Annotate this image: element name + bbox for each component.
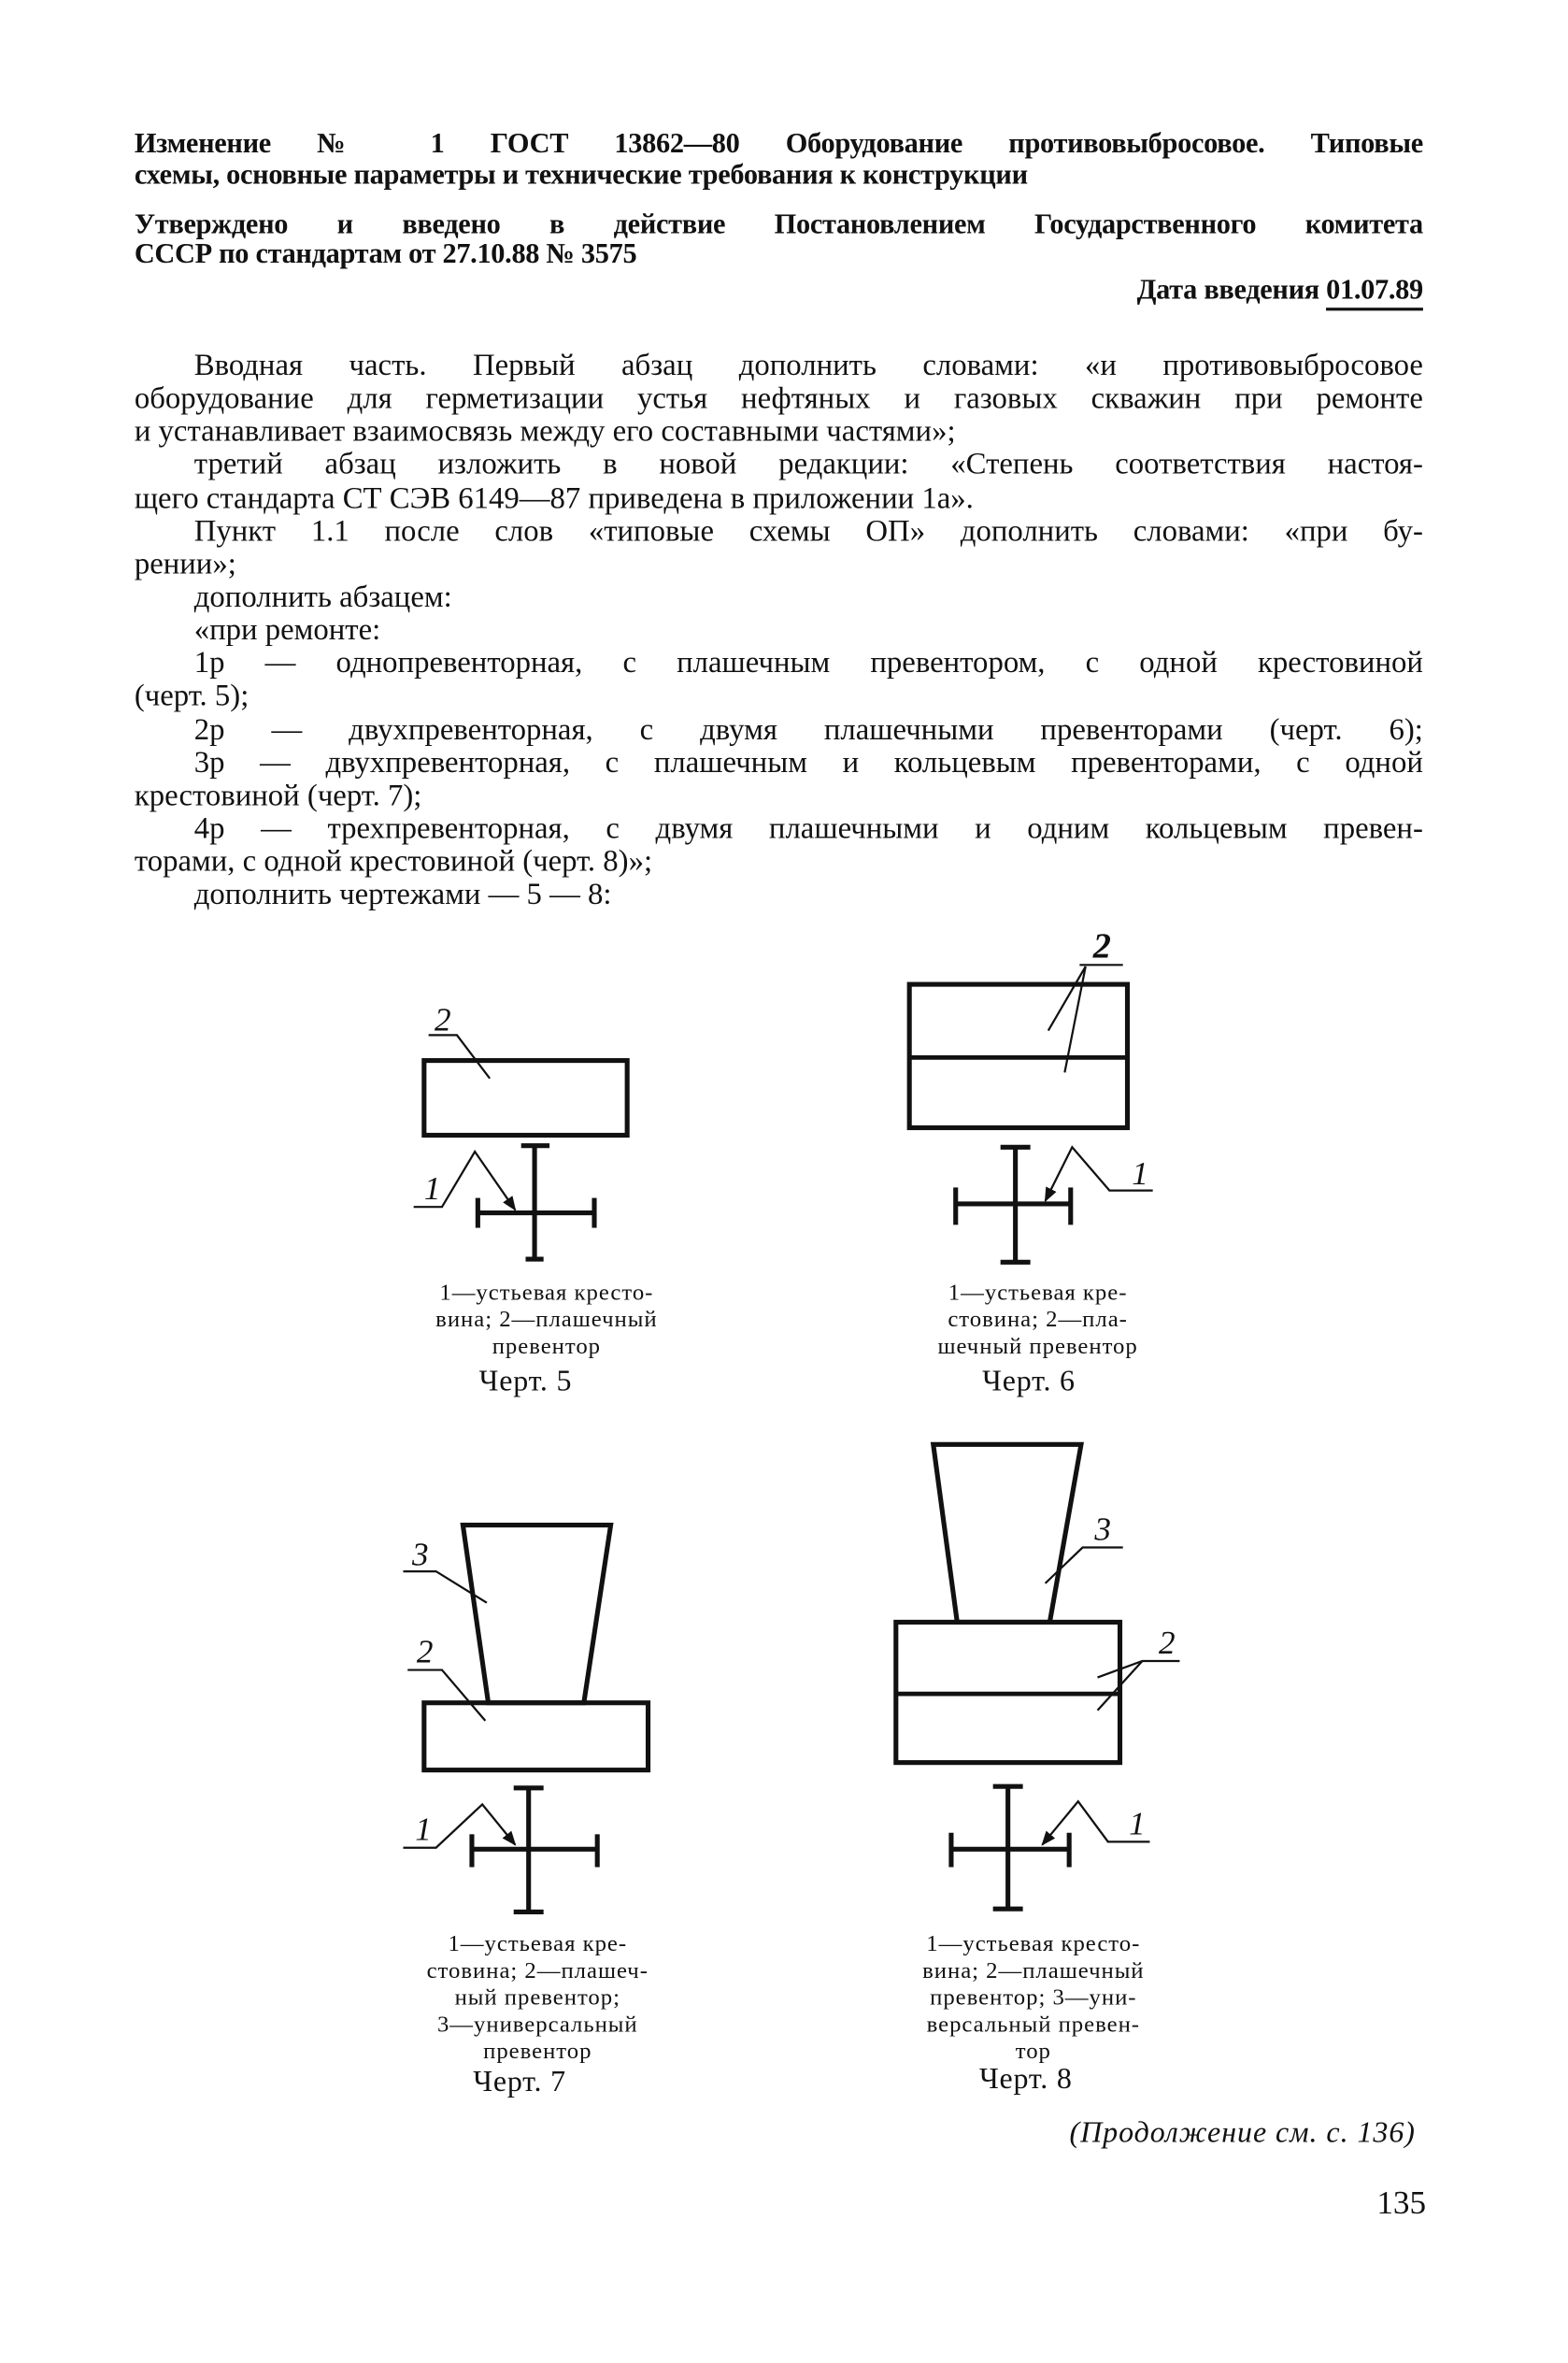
- fig5-title: Черт. 5: [478, 1365, 573, 1398]
- fig8-label-1: 1: [1129, 1805, 1146, 1842]
- fig5-label-1: 1: [423, 1170, 441, 1208]
- body-line: (черт. 5);: [134, 680, 249, 713]
- fig5-caption: [367, 1280, 726, 1360]
- title-line-1: Изменение № 1 ГОСТ 13862—80 Оборудование противовыбросовое. Типовые: [134, 128, 1423, 160]
- fig6-title: Черт. 6: [982, 1365, 1076, 1398]
- continuation-note: (Продолжение см. с. 136): [1069, 2116, 1416, 2150]
- body-line: 3р — двухпревенторная, с плашечным и кольцевым превенторами, с одной: [193, 747, 1423, 781]
- approved-line-1: Утверждено и введено в действие Постановлением Государственного комитета: [134, 208, 1423, 241]
- title-line-2: схемы, основные параметры и технические требования к конструкции: [134, 159, 1028, 192]
- body-line: третий абзац изложить в новой редакции: «Степень соответствия настоя-: [193, 448, 1423, 481]
- caption-line: 1—устьевая кресто-: [926, 1931, 1141, 1957]
- caption-line: шечный превентор: [937, 1334, 1138, 1360]
- caption-line: 1—устьевая кре-: [448, 1931, 628, 1957]
- body-line: крестовиной (черт. 7);: [134, 780, 422, 813]
- date-value: 01.07.89: [1326, 275, 1423, 310]
- figure-6-drawing: [909, 965, 1152, 1262]
- body-line: 2р — двухпревенторная, с двумя плашечными превенторами (черт. 6);: [193, 713, 1423, 747]
- caption-line: вина; 2—плашечный: [435, 1307, 658, 1333]
- caption-line: вина; 2—плашечный: [922, 1957, 1145, 1984]
- page-number: 135: [1376, 2184, 1427, 2222]
- body-line: щего стандарта СТ СЭВ 6149—87 приведена в приложении 1а».: [134, 482, 974, 516]
- fig5-label-2: 2: [435, 1001, 451, 1038]
- figure-7-drawing: [403, 1525, 648, 1912]
- fig7-caption: [359, 1931, 718, 2066]
- fig7-label-2: 2: [416, 1633, 434, 1670]
- caption-line: превентор: [483, 2039, 592, 2065]
- approved-line-2: СССР по стандартам от 27.10.88 № 3575: [134, 238, 637, 271]
- body-line: дополнить чертежами — 5 — 8:: [193, 878, 612, 911]
- body-line: 4р — трехпревенторная, с двумя плашечными и одним кольцевым превен-: [193, 812, 1423, 846]
- caption-line: 1—устьевая кре-: [948, 1280, 1128, 1306]
- body-line: «при ремонте:: [193, 613, 381, 647]
- body-line: торами, с одной крестовиной (черт. 8)»;: [134, 845, 653, 879]
- fig7-label-3: 3: [412, 1536, 429, 1573]
- caption-line: 1—устьевая кресто-: [439, 1280, 654, 1306]
- body-line: и устанавливает взаимосвязь между его составными частями»;: [134, 415, 956, 449]
- body-line: Вводная часть. Первый абзац дополнить словами: «и противовыбросовое: [193, 349, 1423, 383]
- fig8-label-3: 3: [1094, 1511, 1111, 1548]
- fig8-label-2: 2: [1159, 1624, 1176, 1661]
- figure-5-drawing: [414, 1035, 628, 1259]
- fig7-title: Черт. 7: [473, 2066, 566, 2099]
- caption-line: стовина; 2—плашеч-: [426, 1957, 649, 1984]
- caption-line: превентор: [492, 1334, 602, 1360]
- fig8-title: Черт. 8: [978, 2062, 1073, 2096]
- body-line: рении»;: [134, 548, 236, 581]
- fig8-caption: [854, 1931, 1213, 2066]
- fig6-label-2: 2: [1092, 926, 1111, 967]
- caption-line: 3—универсальный: [436, 2012, 638, 2038]
- body-line: Пункт 1.1 после слов «типовые схемы ОП» дополнить словами: «при бу-: [193, 515, 1423, 549]
- body-line: 1р — однопревенторная, с плашечным превентором, с одной крестовиной: [193, 646, 1423, 680]
- caption-line: версальный превен-: [926, 2012, 1140, 2038]
- fig6-caption: [859, 1280, 1218, 1360]
- date-label: Дата введения: [1136, 275, 1319, 307]
- caption-line: превентор; 3—уни-: [930, 1984, 1137, 2011]
- fig6-label-1: 1: [1132, 1155, 1148, 1193]
- caption-line: стовина; 2—пла-: [948, 1307, 1128, 1333]
- body-line: оборудование для герметизации устья нефтяных и газовых скважин при ремонте: [134, 382, 1423, 416]
- fig7-label-1: 1: [415, 1811, 432, 1848]
- caption-line: ный превентор;: [454, 1984, 620, 2011]
- caption-line: тор: [1015, 2039, 1051, 2065]
- body-line: дополнить абзацем:: [193, 580, 452, 614]
